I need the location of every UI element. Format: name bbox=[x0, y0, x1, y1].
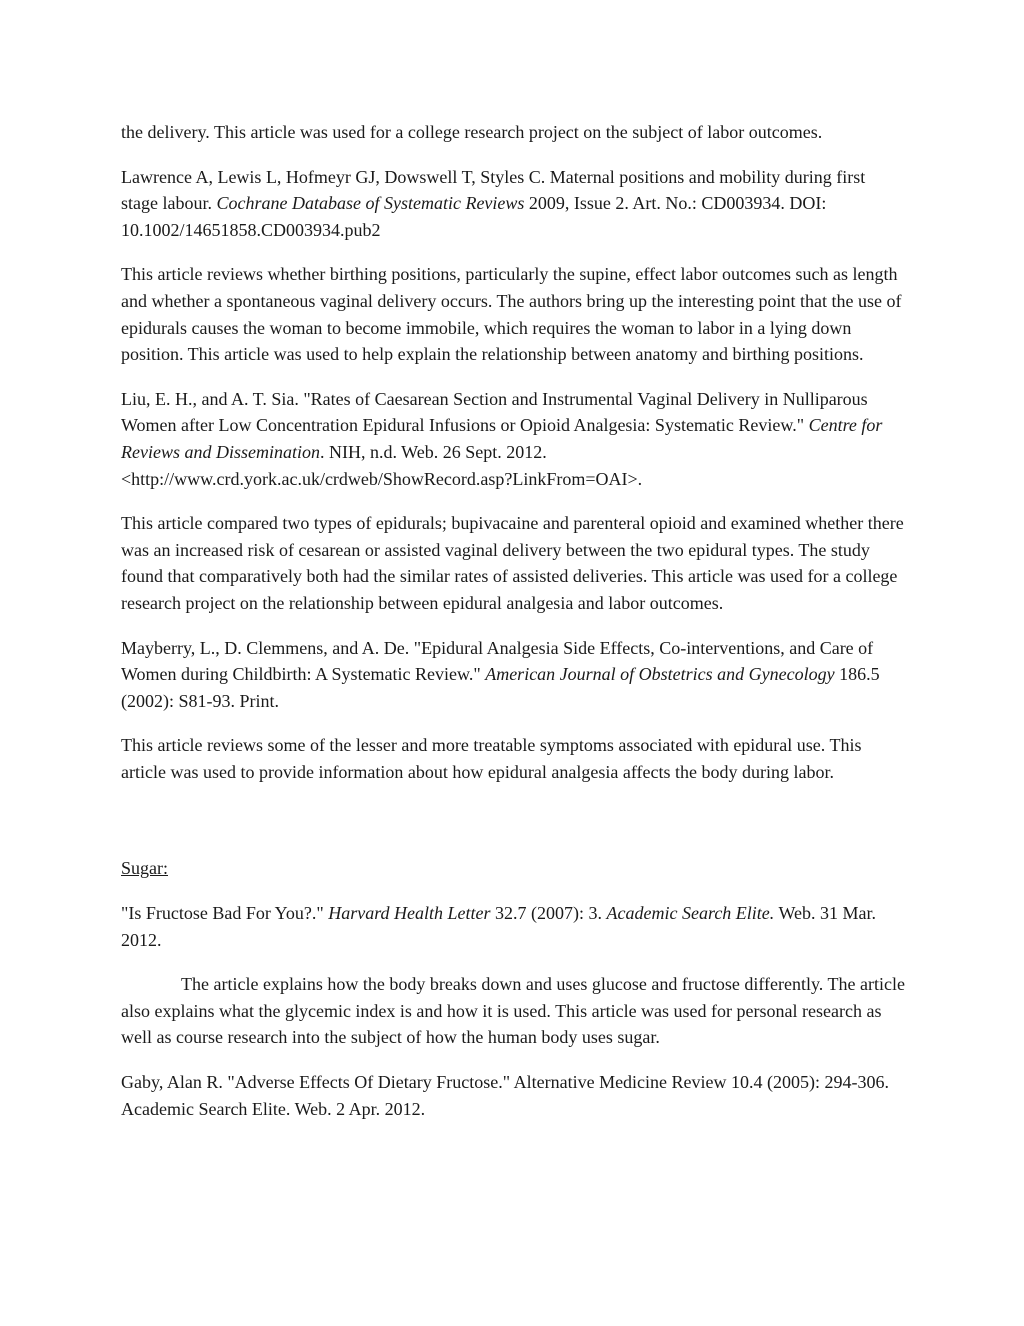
paragraph-delivery-note: the delivery. This article was used for a college research project on the subject of labor outcomes. bbox=[121, 122, 823, 142]
document-page bbox=[121, 119, 906, 1140]
citation-liu: Liu, E. H., and A. T. Sia. "Rates of Caesarean Section and Instrumental Vaginal Delivery in Nulliparous Women after Low Concentration Epidural Infusions or Opioid Analgesia: Systematic Review." Centre for Reviews and Dissemination. NIH, n.d. Web. 26 Sept. 2012. <http://www.crd.york.ac.uk/crdweb/ShowRecord.asp?LinkFrom=OAI>. bbox=[121, 388, 883, 489]
annotation-harvard: The article explains how the body breaks down and uses glucose and fructose differently. The article also explains what the glycemic index is and how it is used. This article was used for personal research as well as course research into the subject of how the human body uses sugar. bbox=[121, 974, 905, 1048]
citation-mayberry: Mayberry, L., D. Clemmens, and A. De. "Epidural Analgesia Side Effects, Co-interventions, and Care of Women during Childbirth: A Systematic Review." American Journal of Obstetrics and Gynecology 186.5 (2002): S81-93. Print. bbox=[121, 637, 880, 711]
annotation-lawrence: This article reviews whether birthing positions, particularly the supine, effect labor outcomes such as length and whether a spontaneous vaginal delivery occurs. The authors bring up the interesting point that the use of epidurals causes the woman to become immobile, which requires the woman to labor in a lying down position. This article was used to help explain the relationship between anatomy and birthing positions. bbox=[121, 264, 902, 365]
annotation-liu: This article compared two types of epidurals; bupivacaine and parenteral opioid and examined whether there was an increased risk of cesarean or assisted vaginal delivery between the two epidural types. The study found that comparatively both had the similar rates of assisted deliveries. This article was used for a college research project on the relationship between epidural analgesia and labor outcomes. bbox=[121, 513, 904, 613]
section-spacer bbox=[121, 803, 906, 855]
citation-harvard: "Is Fructose Bad For You?." Harvard Health Letter 32.7 (2007): 3. Academic Search Elite. Web. 31 Mar. 2012. bbox=[121, 903, 877, 950]
citation-gaby: Gaby, Alan R. "Adverse Effects Of Dietary Fructose." Alternative Medicine Review 10.4 (2005): 294-306. Academic Search Elite. Web. 2 Apr. 2012. bbox=[121, 1072, 890, 1119]
section-heading-sugar: Sugar: bbox=[121, 858, 168, 879]
citation-lawrence: Lawrence A, Lewis L, Hofmeyr GJ, Dowswell T, Styles C. Maternal positions and mobility during first stage labour. Cochrane Database of Systematic Reviews 2009, Issue 2. Art. No.: CD003934. DOI: 10.1002/14651858.CD003934.pub2 bbox=[121, 166, 866, 240]
annotation-mayberry: This article reviews some of the lesser and more treatable symptoms associated with epidural use. This article was used to provide information about how epidural analgesia affects the body during labor. bbox=[121, 735, 862, 782]
